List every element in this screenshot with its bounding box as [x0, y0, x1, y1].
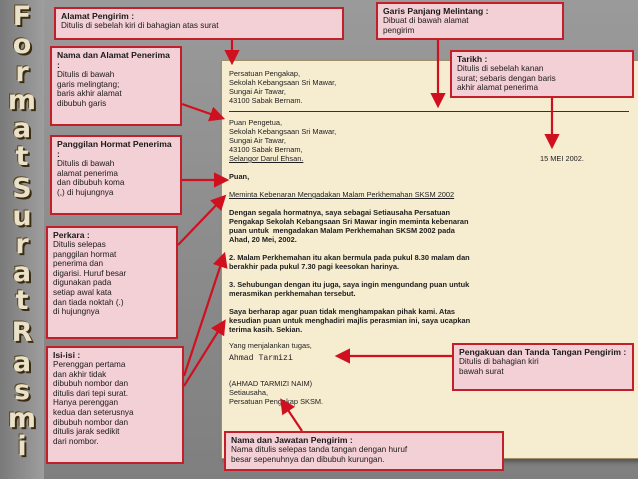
letter-subject: Meminta Kebenaran Mengadakan Malam Perkhemahan SKSM 2002 — [229, 190, 455, 199]
title-letter: R — [11, 317, 33, 348]
title-letter: S — [12, 173, 32, 204]
annotation-text: besar sepenuhnya dan dibubuh kurungan. — [231, 454, 385, 464]
title-letter: m — [7, 85, 37, 116]
closing-line: Yang menjalankan tugas, — [229, 341, 312, 350]
annotation-text: dari nombor. — [53, 436, 99, 446]
annotation-heading: Tarikh : — [457, 54, 488, 64]
annotation-heading: Perkara : — [53, 230, 90, 240]
annotation-text: surat; sebaris dengan baris — [457, 73, 556, 83]
sender-address-line: Sekolah Kebangsaan Sri Mawar, — [229, 78, 337, 87]
body-paragraph-line: Pengakap Sekolah Kebangsaan Sri Mawar ingin meminta kebenaran — [229, 217, 469, 226]
body-paragraph-line: kesudian puan untuk menghadiri majlis perasmian ini, saya ucapkan — [229, 316, 471, 325]
annotation-heading: Nama dan Alamat Penerima : — [57, 50, 170, 70]
annotation-text: setiap awal kata — [53, 287, 112, 297]
recipient-address-line: Selangor Darul Ehsan. — [229, 154, 304, 163]
title-letter: a — [12, 113, 32, 144]
title-letter: a — [12, 347, 32, 378]
title-letter: s — [13, 375, 31, 406]
title-letter: i — [17, 431, 27, 462]
sender-position: Setiausaha, — [229, 388, 269, 397]
annotation-text: Ditulis di sebelah kanan — [457, 64, 544, 73]
annotation-text: dan tiada noktah (.) — [53, 297, 124, 307]
title-letter: t — [15, 141, 29, 172]
title-letter: u — [12, 201, 32, 232]
title-letter: F — [12, 1, 32, 32]
title-letter: r — [15, 57, 29, 88]
annotation-heading: Nama dan Jawatan Pengirim : — [231, 435, 353, 445]
recipient-address-line: Sungai Air Tawar, — [229, 136, 286, 145]
sender-address-line: Persatuan Pengakap, — [229, 69, 301, 78]
title-letter: t — [15, 285, 29, 316]
title-letter: r — [15, 229, 29, 260]
sender-name: (AHMAD TARMIZI NAIM) — [229, 379, 313, 388]
annotation-text: Ditulis di sebelah kiri di bahagian atas surat — [61, 21, 219, 30]
sender-address-line: 43100 Sabak Bernam. — [229, 96, 303, 105]
body-paragraph-line: berakhir pada pukul 7.30 pagi keesokan harinya. — [229, 262, 400, 271]
annotation-text: pengirim — [383, 25, 415, 35]
annotation-text: Nama ditulis selepas tanda tangan dengan huruf — [231, 445, 408, 454]
annotation-text: digarisi. Huruf besar — [53, 268, 127, 278]
annotation-text: dibubuh nombor dan — [53, 379, 129, 389]
annotation-heading: Alamat Pengirim : — [61, 11, 135, 21]
annotation-text: dibubuh nombor dan — [53, 417, 129, 427]
annotation-heading: Isi-isi : — [53, 350, 81, 360]
body-paragraph-line: 3. Sehubungan dengan itu juga, saya ingin mengundang puan untuk — [229, 280, 470, 289]
annotation-text: dibubuh garis — [57, 98, 107, 108]
title-letter: o — [12, 29, 32, 60]
body-paragraph-line: puan untuk mengadakan Malam Perkhemahan SKSM 2002 pada — [229, 226, 455, 235]
body-paragraph-line: 2. Malam Perkhemahan itu akan bermula pada pukul 8.30 malam dan — [229, 253, 470, 262]
signature: Ahmad Tarmizi — [229, 354, 293, 363]
annotation-text: Hanya perenggan — [53, 398, 119, 408]
arrow — [178, 197, 224, 245]
annotation-text: di hujungnya — [53, 307, 100, 317]
arrow — [184, 255, 224, 376]
arrow — [182, 104, 222, 118]
annotation-text: dan akhir tidak — [53, 369, 107, 379]
arrow — [282, 401, 302, 431]
annotation-text: baris akhir alamat — [57, 89, 122, 99]
annotation-text: dan dibubuh koma — [57, 178, 125, 188]
annotation-text: Ditulis selepas — [53, 240, 106, 249]
body-paragraph-line: Dengan segala hormatnya, saya sebagai Setiausaha Persatuan — [229, 208, 450, 217]
annotation-text: garis melingtang; — [57, 79, 120, 89]
annotation-text: Dibuat di bawah alamat — [383, 16, 469, 25]
title-letter: m — [7, 403, 37, 434]
title-letter: a — [12, 257, 32, 288]
arrow — [184, 322, 224, 386]
body-paragraph-line: merasmikan perkhemahan tersebut. — [229, 289, 356, 298]
annotation-text: akhir alamat penerima — [457, 83, 539, 93]
body-paragraph-line: terima kasih. Sekian. — [229, 325, 303, 334]
annotation-text: panggilan hormat — [53, 249, 117, 259]
annotation-text: Ditulis di bawah — [57, 70, 115, 79]
sender-position: Persatuan Pengakap SKSM. — [229, 397, 324, 406]
sender-address-line: Sungai Air Tawar, — [229, 87, 286, 96]
annotation-heading: Pengakuan dan Tanda Tangan Pengirim : — [459, 347, 627, 357]
annotation-text: kedua dan seterusnya — [53, 407, 134, 417]
recipient-address-line: Sekolah Kebangsaan Sri Mawar, — [229, 127, 337, 136]
annotation-heading: Panggilan Hormat Penerima : — [57, 139, 172, 159]
recipient-address-line: 43100 Sabak Bernam, — [229, 145, 303, 154]
annotation-text: ditulis jarak sedikit — [53, 427, 120, 437]
annotation-text: penerima dan — [53, 259, 104, 269]
annotation-text: digunakan pada — [53, 278, 112, 288]
body-paragraph-line: Ahad, 20 Mei, 2002. — [229, 235, 297, 244]
recipient-address-line: Puan Pengetua, — [229, 118, 283, 127]
annotation-text: (,) di hujungnya — [57, 187, 114, 197]
annotation-text: Ditulis di bawah — [57, 159, 115, 168]
body-paragraph-line: Saya berharap agar puan tidak menghampakan pihak kami. Atas — [229, 307, 456, 316]
annotation-heading: Garis Panjang Melintang : — [383, 6, 489, 16]
annotation-text: alamat penerima — [57, 168, 118, 178]
salutation: Puan, — [229, 172, 250, 181]
annotation-text: ditulis dari tepi surat. — [53, 388, 129, 398]
annotation-text: Ditulis di bahagian kiri — [459, 357, 539, 366]
annotation-text: bawah surat — [459, 366, 504, 376]
letter-date: 15 MEI 2002. — [540, 154, 584, 163]
annotation-text: Perenggan pertama — [53, 360, 126, 369]
